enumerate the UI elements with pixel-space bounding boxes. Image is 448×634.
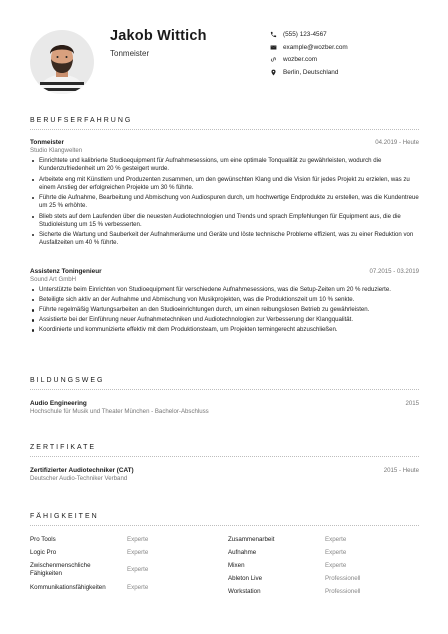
certificate-issuer: Deutscher Audio-Techniker Verband — [30, 475, 128, 482]
contact-location-text: Berlin, Deutschland — [283, 69, 339, 77]
contact-list — [270, 28, 420, 79]
job-title: Assistenz Toningenieur — [30, 268, 102, 275]
job-date: 04.2019 - Heute — [375, 139, 419, 146]
list-item: Unterstützte beim Einrichten von Studioequipment für verschiedene Aufnahmesessions, was die Setup-Zeiten um 20 % reduzierte. — [30, 286, 419, 294]
section-title-skills: FÄHIGKEITEN — [30, 513, 99, 520]
skill-name: Ableton Live — [228, 575, 263, 582]
job-bullet-list — [30, 286, 419, 336]
job-date: 07.2015 - 03.2019 — [369, 268, 419, 275]
contact-website-text[interactable]: wozber.com — [283, 56, 318, 64]
section-divider — [30, 456, 419, 457]
skill-name: Zusammenarbeit — [228, 536, 275, 543]
section-title-certificates: ZERTIFIKATE — [30, 444, 97, 451]
list-item: Blieb stets auf dem Laufenden über die neuesten Audiotechnologien und Trends und sprach Empfehlungen für Equipment aus, die die Studioleistung um 15 % verbesserten. — [30, 213, 419, 230]
list-item: Führte die Aufnahme, Bearbeitung und Abmischung von Audiospuren durch, um hochwertige Endprodukte zu erstellen, was die Kundentreue um 25 % erhöhte. — [30, 194, 419, 211]
skill-level: Experte — [127, 549, 149, 556]
section-divider — [30, 525, 419, 526]
job-bullet-list — [30, 157, 419, 250]
contact-phone — [270, 28, 420, 41]
phone-icon — [270, 30, 282, 39]
skill-level: Experte — [127, 566, 149, 573]
list-item: Führte regelmäßig Wartungsarbeiten an den Studioeinrichtungen durch, um einen reibungslosen Betrieb zu gewährleisten. — [30, 306, 419, 314]
list-item: Arbeitete eng mit Künstlern und Produzenten zusammen, um den gewünschten Klang und die Vision für jedes Projekt zu erzielen, was zu einem Anstieg der erfolgreichen Projekte um 30 % führte. — [30, 176, 419, 193]
skill-name: Workstation — [228, 588, 261, 595]
education-institution: Hochschule für Musik und Theater München - Bachelor-Abschluss — [30, 408, 209, 415]
email-icon — [270, 43, 282, 52]
job-company: Studio Klangwelten — [30, 147, 83, 154]
section-divider — [30, 129, 419, 130]
skill-level: Experte — [325, 536, 347, 543]
list-item: Beteiligte sich aktiv an der Aufnahme und Abmischung von Musikprojekten, was die Produktionszeit um 10 % senkte. — [30, 296, 419, 304]
list-item: Einrichtete und kalibrierte Studioequipment für Aufnahmesessions, um eine optimale Tonqualität zu gewährleisten, wodurch die Kundenzufriedenheit um 20 % gesteigert wurde. — [30, 157, 419, 174]
skill-level: Professionell — [325, 588, 361, 595]
profile-photo — [30, 30, 94, 94]
resume-header — [30, 26, 420, 122]
skill-name: Mixen — [228, 562, 245, 569]
certificate-date: 2015 - Heute — [383, 467, 419, 474]
list-item: Assistierte bei der Einführung neuer Aufnahmetechniken und Audiotechnologien zur Verbesserung der Klangqualität. — [30, 316, 419, 324]
contact-email-text[interactable]: example@wozber.com — [283, 43, 348, 51]
section-title-experience: BERUFSERFAHRUNG — [30, 117, 133, 124]
education-title: Audio Engineering — [30, 400, 87, 407]
contact-email — [270, 41, 420, 54]
skill-level: Experte — [325, 549, 347, 556]
skill-level: Professionell — [325, 575, 361, 582]
list-item: Sicherte die Wartung und Sauberkeit der Aufnahmeräume und Geräte und löste technische Probleme effizient, was zu einer Reduktion von Ausfallzeiten um 40 % führte. — [30, 231, 419, 248]
list-item: Koordinierte und kommunizierte effektiv mit dem Produktionsteam, um Projekten termingerecht abzuschließen. — [30, 326, 419, 334]
skill-level: Experte — [127, 584, 149, 591]
contact-website — [270, 54, 420, 67]
certificate-title: Zertifizierter Audiotechniker (CAT) — [30, 467, 134, 474]
skill-level: Experte — [325, 562, 347, 569]
link-icon — [270, 55, 282, 64]
section-title-education: BILDUNGSWEG — [30, 377, 105, 384]
skill-name: Kommunikationsfähigkeiten — [30, 584, 106, 591]
skill-name: Pro Tools — [30, 536, 56, 543]
section-divider — [30, 389, 419, 390]
skill-name: Logic Pro — [30, 549, 57, 556]
avatar-illustration — [30, 30, 94, 94]
skill-name: Aufnahme — [228, 549, 257, 556]
candidate-name: Jakob Wittich — [110, 28, 207, 44]
contact-location — [270, 66, 420, 79]
candidate-role: Tonmeister — [110, 49, 150, 58]
skill-level: Experte — [127, 536, 149, 543]
contact-phone-text: (555) 123-4567 — [283, 30, 327, 38]
education-date: 2015 — [405, 400, 419, 407]
job-company: Sound Art GmbH — [30, 276, 77, 283]
location-icon — [270, 68, 282, 77]
skill-name: Zwischenmenschliche Fähigkeiten — [30, 562, 91, 578]
job-title: Tonmeister — [30, 139, 64, 146]
